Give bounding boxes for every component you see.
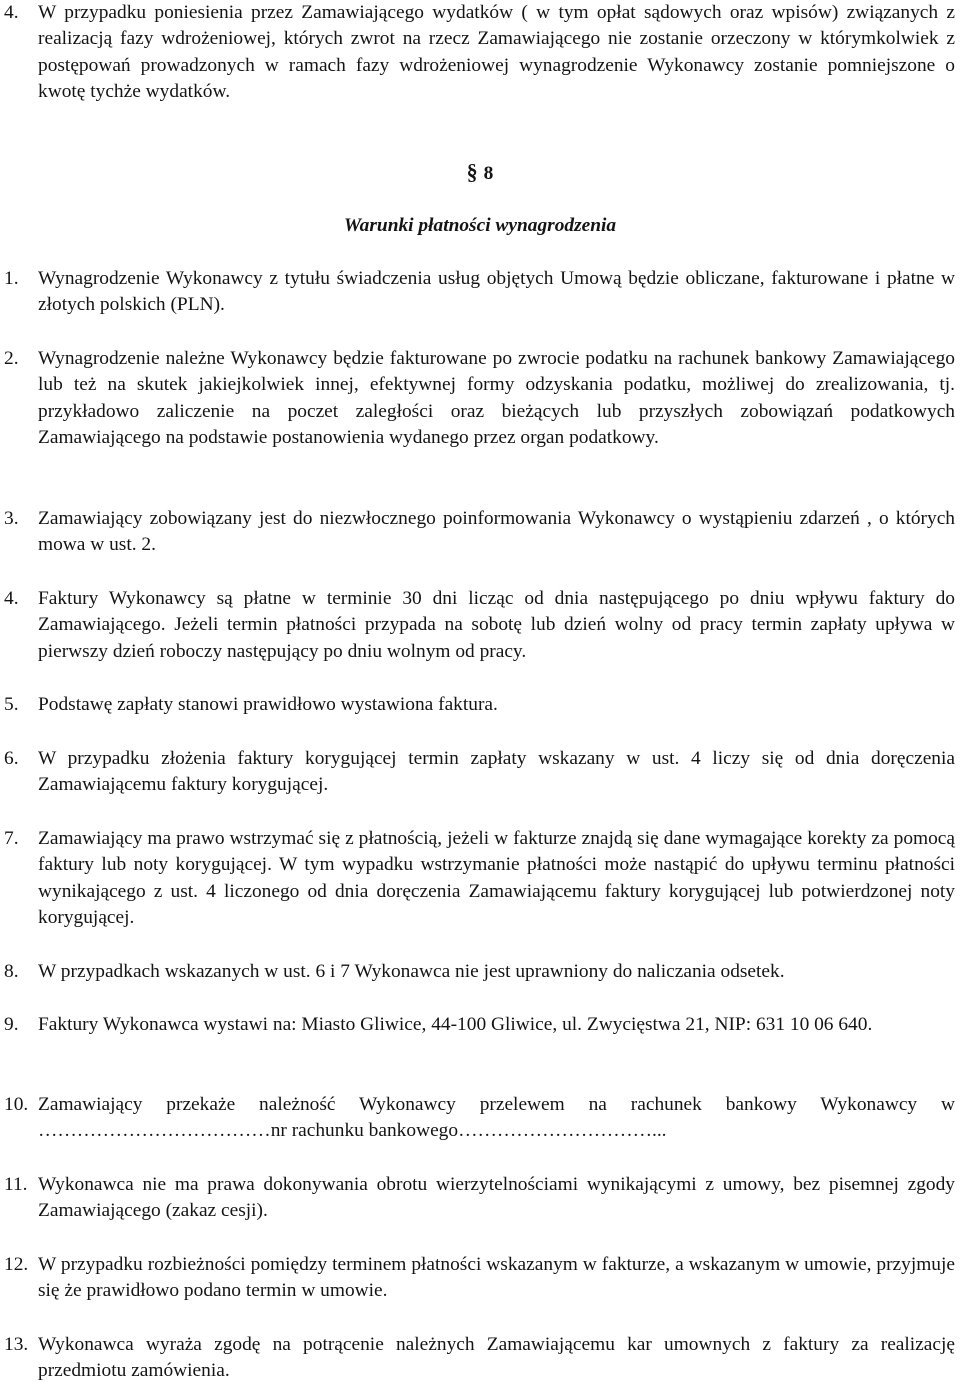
item-number: 12. [4, 1254, 29, 1275]
list-item [0, 0, 955, 105]
item-number: 1. [4, 268, 19, 289]
item-text: W przypadku rozbieżności pomiędzy terminem płatności wskazanym w fakturze, a wskazanym w umowie, przyjmuje się że prawidłowo podano termin w umowie. [38, 1254, 955, 1302]
item-text: Wykonawca wyraża zgodę na potrącenie należnych Zamawiającemu kar umownych z faktury za realizację przedmiotu zamówienia. [38, 1334, 955, 1382]
section-title: Warunki płatności wynagrodzenia [343, 215, 617, 236]
list-item [0, 1252, 955, 1305]
list-item [0, 959, 955, 985]
item-text: Zamawiający ma prawo wstrzymać się z płatnością, jeżeli w fakturze znajdą się dane wymagające korekty za pomocą faktury lub noty korygującej. W tym wypadku wstrzymanie płatności może nastąpić do upływu terminu płatności wynikającego z ust. 4 liczonego od dnia doręczenia Zamawiającemu faktury korygującej lub potwierdzonej noty korygującej. [38, 828, 955, 928]
list-item [0, 506, 955, 559]
list-item [0, 266, 955, 319]
item-number: 9. [4, 1014, 19, 1035]
item-text: Zamawiający zobowiązany jest do niezwłocznego poinformowania Wykonawcy o wystąpieniu zdarzeń , o których mowa w ust. 2. [38, 508, 955, 556]
item-number: 5. [4, 694, 19, 715]
item-number: 4. [4, 2, 19, 23]
list-item [0, 346, 955, 451]
section-number: 8 [483, 163, 494, 184]
item-text: W przypadku złożenia faktury korygującej termin zapłaty wskazany w ust. 4 liczy się od dnia doręczenia Zamawiającemu faktury korygującej. [38, 748, 955, 796]
item-text: Faktury Wykonawcy są płatne w terminie 30 dni licząc od dnia następującego po dniu wpływu faktury do Zamawiającego. Jeżeli termin płatności przypada na sobotę lub dzień wolny od pracy termin zapłaty upływa w pierwszy dzień roboczy następujący po dniu wolnym od pracy. [38, 588, 955, 662]
item-number: 2. [4, 348, 19, 369]
list-item [0, 826, 955, 931]
item-number: 10. [4, 1094, 29, 1115]
list-item [0, 692, 955, 718]
item-text: Faktury Wykonawca wystawi na: Miasto Gliwice, 44-100 Gliwice, ul. Zwycięstwa 21, NIP: 631 10 06 640. [38, 1014, 873, 1035]
list-item [0, 1332, 955, 1385]
list-item [0, 1092, 955, 1145]
section-heading [0, 159, 960, 187]
item-text: Podstawę zapłaty stanowi prawidłowo wystawiona faktura. [38, 694, 498, 715]
item-number: 8. [4, 961, 19, 982]
item-number: 13. [4, 1334, 29, 1355]
item-number: 7. [4, 828, 19, 849]
item-number: 4. [4, 588, 19, 609]
item-text: Wynagrodzenie należne Wykonawcy będzie fakturowane po zwrocie podatku na rachunek bankowy Zamawiającego lub też na skutek jakiejkolwiek innej, efektywnej formy odzyskania podatku, możliwej do zrealizowania, tj. przykładowo zaliczenie na poczet zaległości oraz bieżących lub przyszłych zobowiązań podatkowych Zamawiającego na podstawie postanowienia wydanego przez organ podatkowy. [38, 348, 955, 448]
item-text: Zamawiający przekaże należność Wykonawcy przelewem na rachunek bankowy Wykonawcy w ………………………………nr rachunku bankowego…………………………... [38, 1094, 955, 1142]
item-text: W przypadkach wskazanych w ust. 6 i 7 Wykonawca nie jest uprawniony do naliczania odsetek. [38, 961, 785, 982]
list-item [0, 1012, 955, 1038]
list-item [0, 1172, 955, 1225]
item-number: 3. [4, 508, 19, 529]
list-item [0, 746, 955, 799]
section-symbol: § [466, 159, 478, 184]
item-number: 6. [4, 748, 19, 769]
item-text: Wykonawca nie ma prawa dokonywania obrotu wierzytelnościami wynikającymi z umowy, bez pisemnej zgody Zamawiającego (zakaz cesji). [38, 1174, 955, 1222]
item-number: 11. [4, 1174, 28, 1195]
list-item [0, 586, 955, 665]
item-text: Wynagrodzenie Wykonawcy z tytułu świadczenia usług objętych Umową będzie obliczane, fakturowane i płatne w złotych polskich (PLN). [38, 268, 955, 316]
item-text: W przypadku poniesienia przez Zamawiającego wydatków ( w tym opłat sądowych oraz wpisów) związanych z realizacją fazy wdrożeniowej, których zwrot na rzecz Zamawiającego nie zostanie orzeczony w którymkolwiek z postępowań prowadzonych w ramach fazy wdrożeniowej wynagrodzenie Wykonawcy zostanie pomniejszone o kwotę tychże wydatków. [38, 2, 955, 102]
